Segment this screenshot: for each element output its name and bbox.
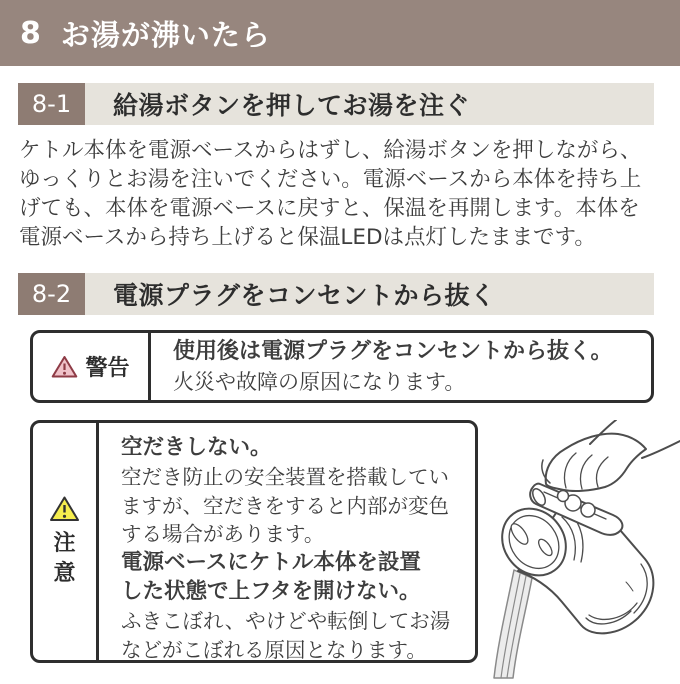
hand: [546, 434, 646, 491]
section-8-1-title: 給湯ボタンを押してお湯を注ぐ: [85, 83, 654, 125]
caution-label: 注意: [53, 530, 76, 586]
chapter-number: 8: [20, 15, 41, 51]
warning-line-normal: 火災や故障の原因になります。: [173, 369, 466, 394]
paragraph-line: ゆっくりとお湯を注いでください。電源ベースから本体を持ち上: [19, 167, 642, 192]
caution-line: 電源ベースにケトル本体を設置: [121, 550, 421, 576]
section-8-2-header: [18, 273, 654, 315]
section-8-2-title: 電源プラグをコンセントから抜く: [85, 273, 654, 315]
section-8-1-badge: 8-1: [18, 83, 85, 125]
caution-triangle-icon: [49, 495, 80, 523]
caution-line: ふきこぼれ、やけどや転倒してお湯: [121, 608, 451, 633]
warning-triangle-icon: [51, 355, 78, 379]
section-8-2-badge: 8-2: [18, 273, 85, 315]
caution-line: 空だき防止の安全装置を搭載してい: [121, 464, 449, 489]
paragraph-line: 電源ベースから持ち上げると保温LEDは点灯したままです。: [19, 225, 596, 250]
caution-box: [30, 420, 478, 663]
body-paragraph: [19, 136, 669, 252]
paragraph-line: げても、本体を電源ベースに戻すと、保温を再開します。本体を: [19, 196, 640, 221]
chapter-header: [0, 0, 680, 66]
caution-text: [99, 423, 475, 660]
caution-line: ますが、空だきをすると内部が変色: [121, 493, 449, 518]
caution-line: などがこぼれる原因となります。: [121, 637, 427, 662]
caution-line: 空だきしない。: [121, 435, 272, 460]
warning-box: [30, 330, 654, 403]
chapter-title: お湯が沸いたら: [60, 17, 271, 52]
warning-line-bold: 使用後は電源プラグをコンセントから抜く。: [173, 338, 613, 364]
caution-icon-cell: [33, 423, 99, 660]
water-stream: [494, 570, 532, 678]
paragraph-line: ケトル本体を電源ベースからはずし、給湯ボタンを押しながら、: [19, 138, 642, 163]
warning-icon-cell: [33, 333, 151, 400]
caution-line: する場合があります。: [121, 522, 325, 547]
warning-label: 警告: [85, 356, 130, 381]
caution-line: した状態で上フタを開けない。: [121, 578, 421, 604]
warning-text: [151, 333, 651, 400]
kettle-pouring-illustration: [480, 420, 680, 680]
section-8-1-header: [18, 83, 654, 125]
